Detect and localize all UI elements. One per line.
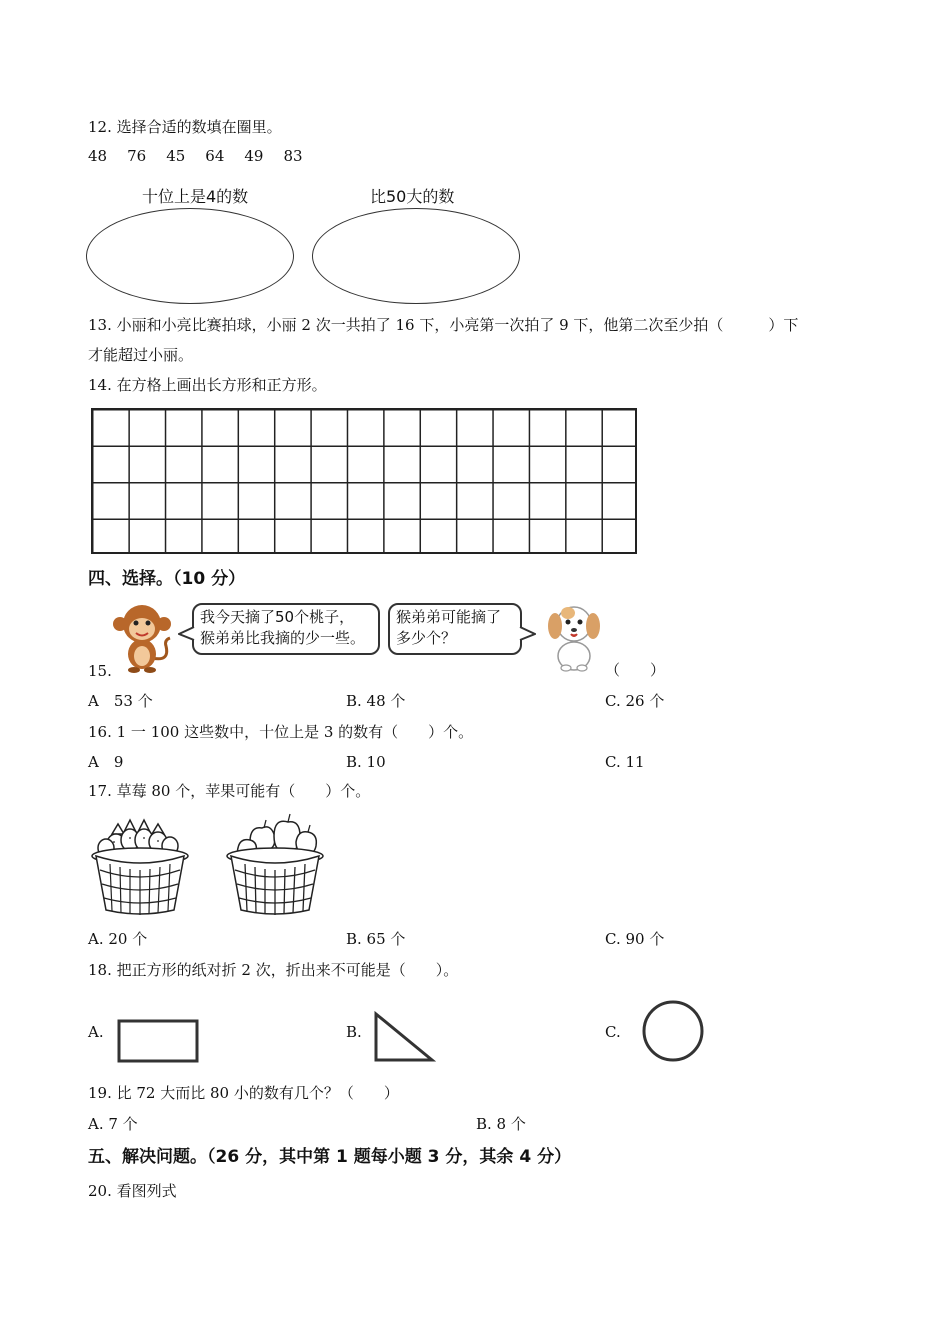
q15-option-b[interactable]: B. 48 个 — [346, 692, 406, 710]
circle2-label: 比50大的数 — [370, 187, 455, 206]
bubble-monkey-line2: 猴弟弟比我摘的少一些。 — [200, 629, 366, 647]
bubble-dog-line2: 多少个？ — [396, 629, 457, 647]
drawing-grid — [91, 408, 637, 554]
number-option: 83 — [283, 147, 303, 165]
speech-bubble-dog — [388, 603, 522, 655]
number-option: 76 — [127, 147, 147, 165]
q15-answer-blank: （ ） — [605, 661, 666, 679]
q18-text: 18. 把正方形的纸对折 2 次，折出来不可能是（ ）。 — [88, 961, 459, 979]
bubble-dog-line1: 猴弟弟可能摘了 — [396, 608, 502, 626]
q18-option-b[interactable]: B. — [346, 1023, 362, 1041]
q12-number-list — [88, 147, 323, 165]
q15-option-a[interactable]: A 53 个 — [88, 692, 153, 710]
number-option: 48 — [88, 147, 108, 165]
q18-option-c[interactable]: C. — [605, 1023, 621, 1041]
section5-title: 五、解决问题。（26 分，其中第 1 题每小题 3 分，其余 4 分） — [88, 1147, 572, 1167]
number-option: 64 — [205, 147, 225, 165]
rectangle-shape-icon — [116, 1018, 200, 1064]
bubble-tail-icon — [518, 626, 536, 642]
q16-option-b[interactable]: B. 10 — [346, 753, 386, 771]
circle-shape-icon — [640, 998, 706, 1064]
q17-option-c[interactable]: C. 90 个 — [605, 930, 665, 948]
number-option: 49 — [244, 147, 264, 165]
q16-text: 16. 1 一 100 这些数中，十位上是 3 的数有（ ）个。 — [88, 723, 474, 741]
circle2-ellipse — [312, 208, 520, 304]
speech-bubble-monkey — [192, 603, 380, 655]
q19-text: 19. 比 72 大而比 80 小的数有几个？（ ） — [88, 1084, 399, 1102]
q13-line1: 13. 小丽和小亮比赛拍球，小丽 2 次一共拍了 16 下，小亮第一次拍了 9 下，他第二次至少拍（ ）下 — [88, 316, 799, 334]
q19-option-a[interactable]: A. 7 个 — [88, 1115, 138, 1133]
triangle-shape-icon — [370, 1010, 436, 1064]
strawberry-basket-icon — [86, 812, 194, 918]
dog-icon — [544, 600, 604, 672]
q15-number: 15. — [88, 662, 112, 680]
number-option: 45 — [166, 147, 186, 165]
q16-option-c[interactable]: C. 11 — [605, 753, 645, 771]
circle1-label: 十位上是4的数 — [142, 187, 249, 206]
bubble-tail-icon — [178, 626, 196, 642]
bubble-monkey-line1: 我今天摘了50个桃子， — [200, 608, 355, 626]
q15-option-c[interactable]: C. 26 个 — [605, 692, 665, 710]
q17-option-a[interactable]: A. 20 个 — [88, 930, 148, 948]
circle1-ellipse — [86, 208, 294, 304]
monkey-icon — [108, 602, 176, 674]
q14-text: 14. 在方格上画出长方形和正方形。 — [88, 376, 327, 394]
section4-title: 四、选择。（10 分） — [88, 569, 246, 589]
q17-option-b[interactable]: B. 65 个 — [346, 930, 406, 948]
q16-option-a[interactable]: A 9 — [88, 753, 124, 771]
q12-text: 12. 选择合适的数填在圈里。 — [88, 118, 282, 136]
q20-text: 20. 看图列式 — [88, 1182, 177, 1200]
apple-basket-icon — [220, 812, 330, 918]
q18-option-a[interactable]: A. — [88, 1023, 104, 1041]
q17-text: 17. 草莓 80 个，苹果可能有（ ）个。 — [88, 782, 371, 800]
q19-option-b[interactable]: B. 8 个 — [476, 1115, 526, 1133]
q13-line2: 才能超过小丽。 — [88, 346, 194, 364]
